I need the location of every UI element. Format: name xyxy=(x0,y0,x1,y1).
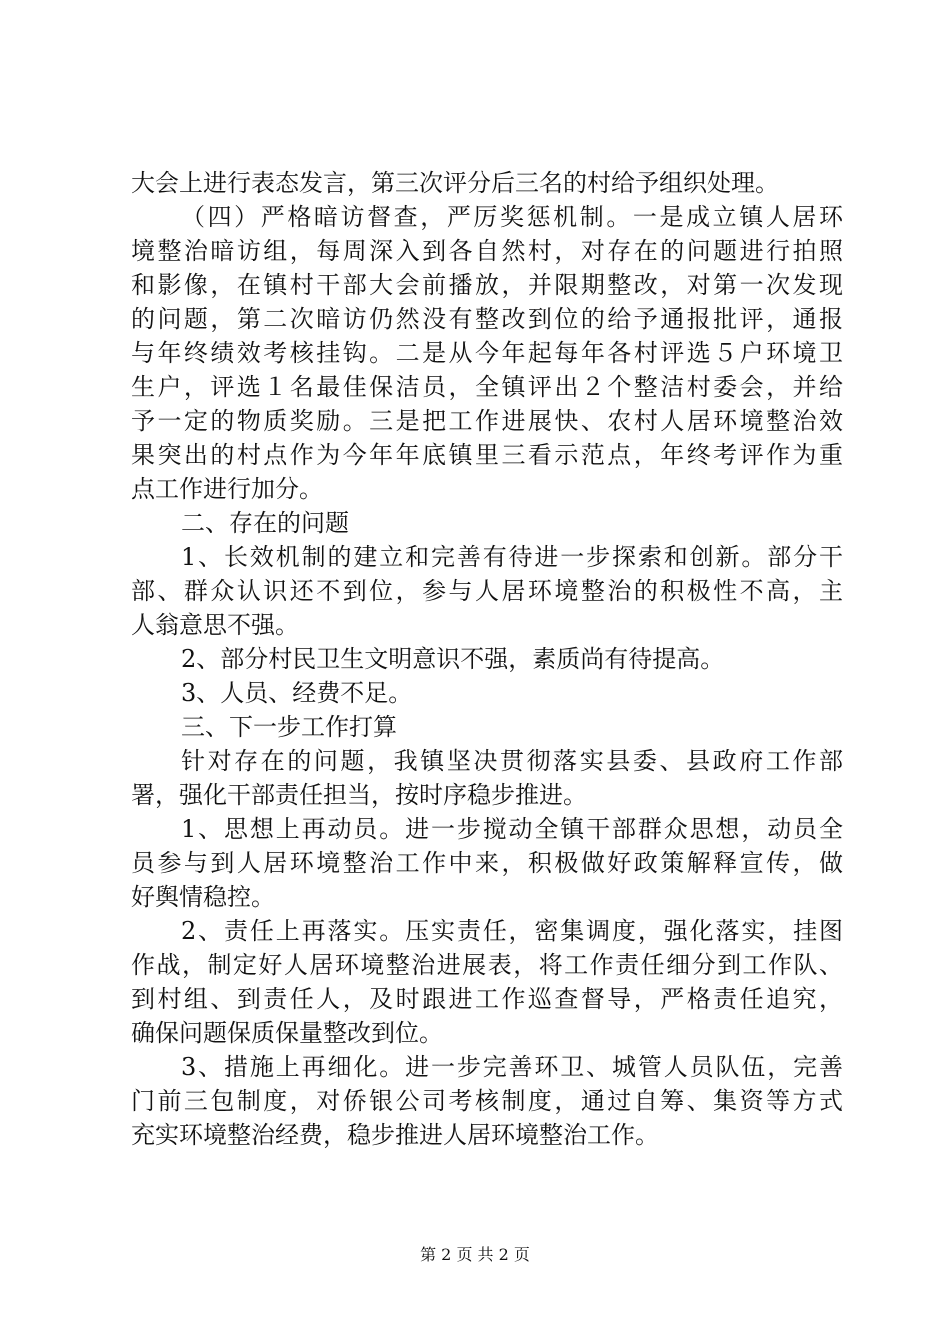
text-line: 门前三包制度，对侨银公司考核制度，通过自筹、集资等方式 xyxy=(131,1087,843,1115)
text-line: 针对存在的问题，我镇坚决贯彻落实县委、县政府工作部 xyxy=(181,747,843,775)
text-line: 3、措施上再细化。进一步完善环卫、城管人员队伍，完善 xyxy=(181,1053,843,1081)
text-line: 员参与到人居环境整治工作中来，积极做好政策解释宣传，做 xyxy=(131,849,843,877)
text-line: 部、群众认识还不到位，参与人居环境整治的积极性不高，主 xyxy=(131,577,843,605)
text-line: 1、思想上再动员。进一步搅动全镇干部群众思想，动员全 xyxy=(181,815,843,843)
text-line: 与年终绩效考核挂钩。二是从今年起每年各村评选５户环境卫 xyxy=(131,339,843,367)
text-line: 作战，制定好人居环境整治进展表，将工作责任细分到工作队、 xyxy=(131,951,843,979)
text-line: 二、存在的问题 xyxy=(181,509,349,537)
text-line: 和影像，在镇村干部大会前播放，并限期整改，对第一次发现 xyxy=(131,271,843,299)
text-line: 人翁意思不强。 xyxy=(131,611,299,639)
page-footer: 第 2 页 共 2 页 xyxy=(420,1245,530,1264)
text-line: 确保问题保质保量整改到位。 xyxy=(131,1019,443,1047)
text-line: 充实环境整治经费，稳步推进人居环境整治工作。 xyxy=(131,1121,659,1149)
text-line: 署，强化干部责任担当，按时序稳步推进。 xyxy=(131,781,587,809)
body-text xyxy=(131,166,843,1152)
text-line: 1、长效机制的建立和完善有待进一步探索和创新。部分干 xyxy=(181,543,843,571)
text-line: 予一定的物质奖励。三是把工作进展快、农村人居环境整治效 xyxy=(131,407,843,435)
text-line: 生户，评选１名最佳保洁员，全镇评出２个整洁村委会，并给 xyxy=(131,373,843,401)
text-line: 境整治暗访组，每周深入到各自然村，对存在的问题进行拍照 xyxy=(131,237,843,265)
text-line: 好舆情稳控。 xyxy=(131,883,275,911)
text-line: 三、下一步工作打算 xyxy=(181,713,397,741)
text-line: 大会上进行表态发言，第三次评分后三名的村给予组织处理。 xyxy=(131,169,779,197)
text-line: 3、人员、经费不足。 xyxy=(181,679,413,707)
text-line: 点工作进行加分。 xyxy=(131,475,323,503)
text-line: 到村组、到责任人，及时跟进工作巡查督导，严格责任追究， xyxy=(131,985,843,1013)
text-line: 的问题，第二次暗访仍然没有整改到位的给予通报批评，通报 xyxy=(131,305,843,333)
text-line: 2、责任上再落实。压实责任，密集调度，强化落实，挂图 xyxy=(181,917,843,945)
text-line: 果突出的村点作为今年年底镇里三看示范点，年终考评作为重 xyxy=(131,441,843,469)
text-line: （四）严格暗访督查，严厉奖惩机制。一是成立镇人居环 xyxy=(181,203,843,231)
text-line: 2、部分村民卫生文明意识不强，素质尚有待提高。 xyxy=(181,645,725,673)
